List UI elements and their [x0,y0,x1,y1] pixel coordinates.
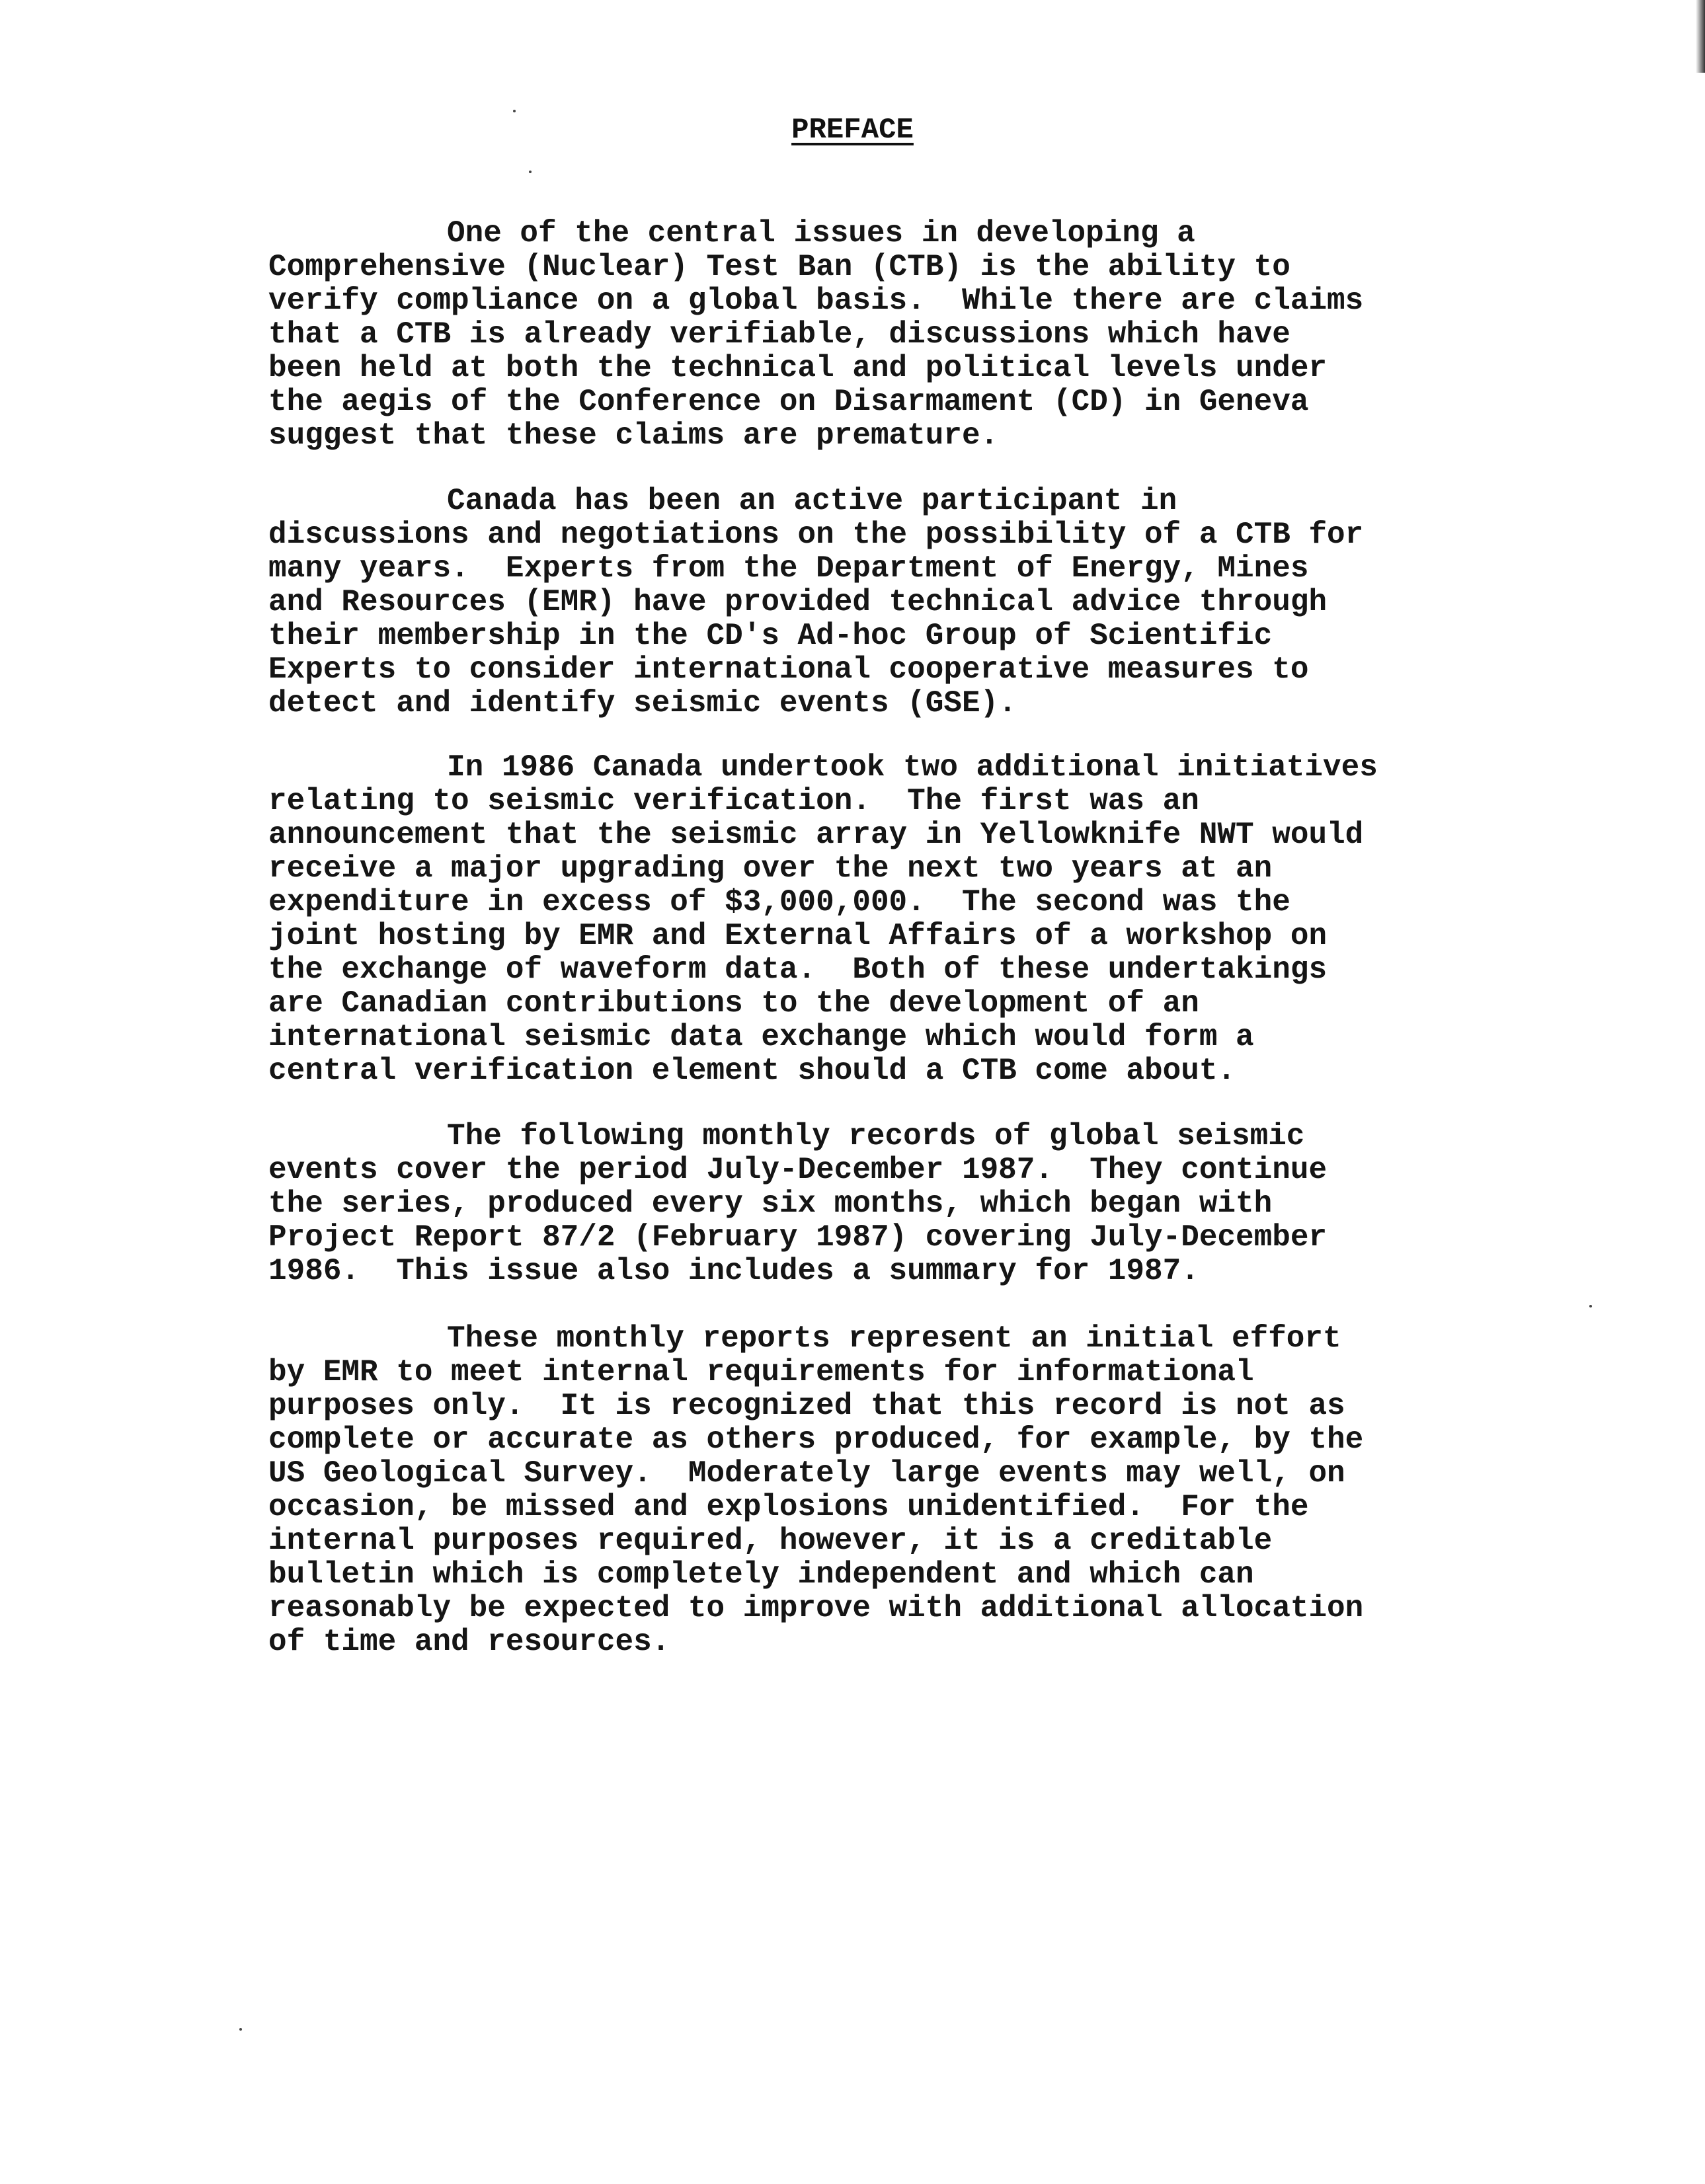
paragraph-line: by EMR to meet internal requirements for informational [268,1355,1254,1389]
paragraph-5 [268,1322,1564,1659]
paragraph-line: international seismic data exchange which would form a [268,1020,1254,1054]
paragraph-line: receive a major upgrading over the next two years at an [268,851,1273,886]
paragraph-line: purposes only. It is recognized that this record is not as [268,1389,1345,1423]
paragraph-line: expenditure in excess of $3,000,000. The second was the [268,885,1290,919]
scan-speck [239,2028,242,2031]
paragraph-line: their membership in the CD's Ad-hoc Group of Scientific [268,619,1273,653]
paragraph-line: occasion, be missed and explosions unidentified. For the [268,1490,1309,1524]
paragraph-line: the aegis of the Conference on Disarmament (CD) in Geneva [268,385,1309,419]
paragraph-line: joint hosting by EMR and External Affairs of a workshop on [268,919,1328,953]
paragraph-line: Comprehensive (Nuclear) Test Ban (CTB) is the ability to [268,250,1290,284]
paragraph-line: 1986. This issue also includes a summary for 1987. [268,1254,1199,1288]
paragraph-line: Project Report 87/2 (February 1987) covering July-December [268,1220,1328,1255]
paragraph-line: These monthly reports represent an initial effort [447,1321,1341,1356]
paragraph-line: announcement that the seismic array in Yellowknife NWT would [268,818,1364,852]
scan-edge-mark [1696,0,1705,73]
paragraph-line: The following monthly records of global seismic [447,1119,1305,1153]
paragraph-line: verify compliance on a global basis. While there are claims [268,284,1364,318]
scan-speck [1589,1305,1592,1307]
page-title [0,114,1705,147]
paragraph-3 [268,751,1564,1088]
paragraph-line: In 1986 Canada undertook two additional initiatives [447,750,1378,785]
paragraph-line: that a CTB is already verifiable, discussions which have [268,317,1290,352]
paragraph-line: the exchange of waveform data. Both of these undertakings [268,953,1328,987]
paragraph-line: suggest that these claims are premature. [268,418,999,453]
paragraph-line: the series, produced every six months, which began with [268,1187,1273,1221]
paragraph-line: detect and identify seismic events (GSE). [268,686,1017,721]
paragraph-line: Canada has been an active participant in [447,484,1177,518]
paragraph-line: discussions and negotiations on the possibility of a CTB for [268,518,1364,552]
paragraph-line: internal purposes required, however, it is a creditable [268,1524,1273,1558]
paragraph-line: relating to seismic verification. The first was an [268,784,1199,818]
paragraph-4 [268,1120,1564,1288]
paragraph-2 [268,485,1564,721]
paragraph-line: many years. Experts from the Department of Energy, Mines [268,551,1309,586]
page-title-text: PREFACE [791,114,914,147]
scan-speck [529,171,532,173]
paragraph-line: and Resources (EMR) have provided technical advice through [268,585,1328,619]
paragraph-line: complete or accurate as others produced, for example, by the [268,1423,1364,1457]
paragraph-1 [268,217,1564,453]
paragraph-line: reasonably be expected to improve with additional allocation [268,1591,1364,1625]
paragraph-line: of time and resources. [268,1625,670,1659]
paragraph-line: bulletin which is completely independent and which can [268,1557,1254,1592]
paragraph-line: US Geological Survey. Moderately large events may well, on [268,1456,1345,1491]
paragraph-line: events cover the period July-December 1987. They continue [268,1153,1328,1187]
paragraph-line: are Canadian contributions to the development of an [268,986,1199,1021]
paragraph-line: central verification element should a CTB come about. [268,1054,1236,1088]
paragraph-line: One of the central issues in developing a [447,216,1195,251]
scan-speck [513,110,516,112]
paragraph-line: Experts to consider international cooperative measures to [268,652,1309,687]
paragraph-line: been held at both the technical and political levels under [268,351,1328,385]
